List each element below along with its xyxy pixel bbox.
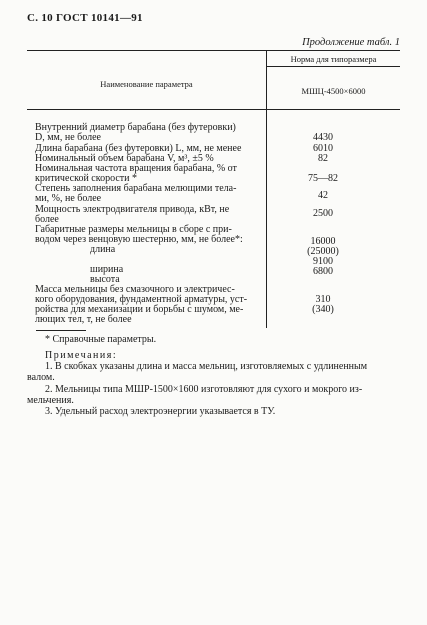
note-line: 3. Удельный расход электроэнергии указывается в ТУ.	[45, 406, 276, 417]
row-label: лющих тел, т, не более	[35, 314, 132, 325]
value-cell: 310	[315, 294, 331, 305]
note-line: 1. В скобках указаны длина и масса мельниц, изготовляемых с удлиненным	[45, 361, 368, 372]
row-label: Мощность электродвигателя привода, кВт, не	[35, 204, 230, 215]
row-label: Масса мельницы без смазочного и электричес-	[35, 284, 235, 295]
row-label: Степень заполнения барабана мелющими тела-	[35, 183, 237, 194]
page-header: С. 10 ГОСТ 10141—91	[27, 12, 143, 24]
row-label: Номинальный объем барабана V, м³, ±5 %	[35, 153, 214, 164]
value-cell: 42	[318, 190, 328, 201]
row-label: ми, %, не более	[35, 193, 102, 204]
norm-header-rule	[266, 66, 400, 67]
note-line: 2. Мельницы типа МШР-1500×1600 изготовляют для сухого и мокрого из-	[45, 384, 363, 395]
table-top-rule	[27, 50, 400, 51]
note-line: валом.	[27, 372, 55, 383]
value-cell: 4430	[313, 132, 333, 143]
row-label: Внутренний диаметр барабана (без футеровки)	[35, 122, 236, 133]
param-column-header: Наименование параметра	[100, 79, 193, 89]
value-cell: (25000)	[307, 246, 339, 257]
table-continuation-label: Продолжение табл. 1	[302, 37, 400, 48]
row-label: Габаритные размеры мельницы в сборе с при-	[35, 224, 232, 235]
row-label: ройства для механизации и борьбы с шумом, ме-	[35, 304, 244, 315]
row-label: D, мм, не более	[35, 132, 101, 143]
footnote-rule	[36, 330, 86, 331]
size-column-header: МШЦ-4500×6000	[301, 86, 366, 96]
notes-title: Примечания:	[45, 350, 118, 361]
value-cell: 9100	[313, 256, 333, 267]
footnote: * Справочные параметры.	[45, 334, 157, 345]
row-label: более	[35, 214, 59, 225]
value-cell: (340)	[312, 304, 334, 315]
row-label: ширина	[90, 264, 124, 275]
note-line: мельчения.	[27, 395, 74, 406]
row-label: критической скорости *	[35, 173, 137, 184]
value-cell: 16000	[310, 236, 336, 247]
row-label: водом через венцовую шестерню, мм, не более*:	[35, 234, 243, 245]
row-label: длина	[90, 244, 116, 255]
value-cell: 6800	[313, 266, 333, 277]
value-cell: 82	[318, 153, 328, 164]
row-label: Длина барабана (без футеровки) L, мм, не менее	[35, 143, 242, 154]
value-cell: 6010	[313, 143, 333, 154]
norm-column-header: Норма для типоразмера	[290, 54, 377, 64]
row-label: высота	[90, 274, 120, 285]
row-label: кого оборудования, фундаментной арматуры, уст-	[35, 294, 248, 305]
table-header-rule	[27, 109, 400, 110]
value-cell: 2500	[313, 208, 333, 219]
value-cell: 75—82	[308, 173, 338, 184]
row-label: Номинальная частота вращения барабана, % от	[35, 163, 237, 174]
